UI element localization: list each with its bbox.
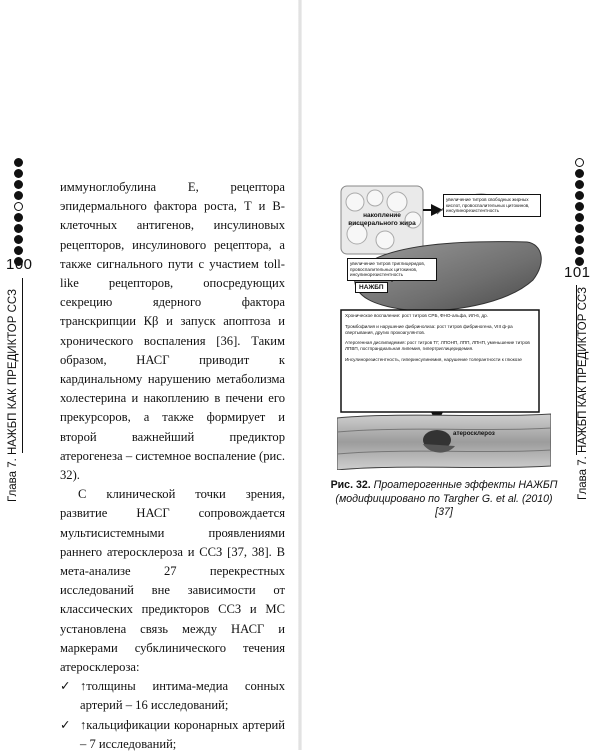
label-triglycerides: увеличение титров триглицеридов, провоспалительных цитокинов, инсулинорезистентность [347, 258, 437, 281]
label-atherosclerosis: атеросклероз [453, 430, 495, 437]
bullet-item-1 [60, 677, 285, 715]
checkmark-icon: ✓ [60, 679, 71, 694]
paragraph-2: С клинической точки зрения, развитие НАСГ сопровождается мультисистемными проявлениями раннего атеросклероза и ССЗ [37, 38]. В мета-анализе 27 перекрестных исследований вне зависимости от классических предикторов ССЗ и МС установлена связь между НАСГ и маркерами субклинического течения атеросклероза: [60, 487, 285, 675]
caption-source: (модифицировано по Targher G. et al. (2010) [37] [335, 492, 553, 518]
bullet-text-2: ↑кальцификации коронарных артерий – 7 исследований; [80, 717, 285, 751]
effect-line-4: Инсулинорезистентность, гиперинсулинемия, нарушение толерантности к глюкозе [345, 356, 522, 362]
paragraph-1: иммуноглобулина Е, рецептора эпидермального фактора роста, Т и В-клеточных антигенов, инсулиновых рецепторов, инсулинового рецептора, а также сигнального пути с участием toll-like рецепторов, опосредующих секрецию ядерного фактора транскрипции Кβ и запуск апоптоза и хронического воспаления [36]. Таким образом, НАСГ приводит к кардинальному нарушению метаболизма холестерина и накоплению в печени его прекурсоров, а также формирует и второй важнейший предиктор атерогенеза – системное воспаление (рис. 32). [60, 180, 285, 483]
bullet-item-2 [60, 716, 285, 754]
effect-line-3: Атерогенная дислипидемия: рост титров ТГ, ЛПОНП, ЛПП, ЛПНП, уменьшение титров ЛПВП, постпрандиальная липемия, гипертриглицеридемия. [345, 340, 530, 352]
chapter-marker-dots-right [575, 158, 585, 268]
label-visceral-fat: накопление висцерального жира [348, 212, 416, 227]
bullet-text-1: ↑толщины интима-медиа сонных артерий – 16 исследований; [80, 679, 285, 713]
figure-caption [330, 479, 558, 520]
caption-label: Рис. 32. [330, 479, 371, 491]
effect-line-1: Хроническое воспаление: рост титров СРБ, ФНО-альфа, ИЛ-6, др. [345, 313, 488, 318]
artery-image [337, 414, 551, 470]
running-head-rule-left [22, 278, 23, 453]
label-free-fatty-acids: увеличение титров свободных жирных кислот, провоспалительных цитокинов, инсулинорезистентность [443, 194, 541, 217]
running-head-left: Глава 7. НАЖБП КАК ПРЕДИКТОР ССЗ [7, 288, 19, 502]
chapter-marker-dots-left [14, 158, 24, 268]
left-body-text [60, 178, 285, 754]
left-page [0, 0, 300, 750]
caption-title: Проатерогенные эффекты НАЖБП [373, 479, 558, 491]
effect-line-2: Тромбофилия и нарушение фибринолиза: рост титров фибриногена, VIII ф-ра свертывания, других прокоагулянтов. [345, 323, 513, 335]
figure-32 [337, 182, 551, 470]
running-head-right: Глава 7. НАЖБП КАК ПРЕДИКТОР ССЗ [577, 286, 589, 500]
label-nafld: НАЖБП [355, 282, 388, 293]
checkmark-icon: ✓ [60, 717, 71, 732]
effects-box-text [345, 313, 535, 363]
page-number-right: 101 [564, 264, 591, 281]
page-number-left: 100 [6, 256, 33, 273]
